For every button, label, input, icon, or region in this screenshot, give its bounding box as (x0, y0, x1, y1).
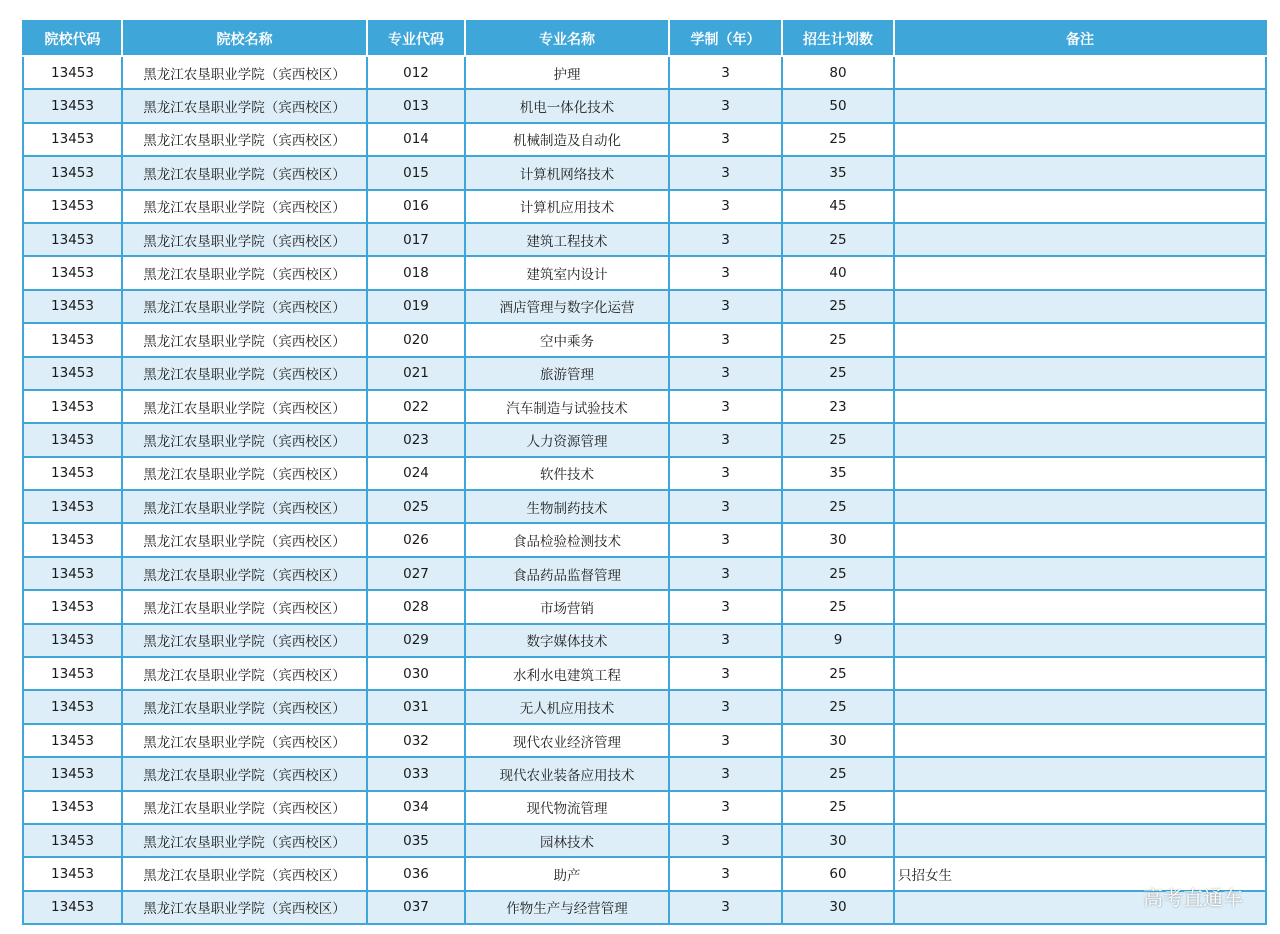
major-name-cell: 计算机网络技术 (465, 156, 669, 189)
major-name-cell: 园林技术 (465, 824, 669, 857)
plan-count-cell: 25 (782, 357, 894, 390)
school-code-cell: 13453 (23, 857, 122, 890)
major-name-cell: 机电一体化技术 (465, 89, 669, 122)
school-name-cell: 黑龙江农垦职业学院（宾西校区） (122, 724, 367, 757)
school-code-cell: 13453 (23, 290, 122, 323)
school-code-cell: 13453 (23, 490, 122, 523)
table-row (23, 624, 1266, 657)
duration-cell: 3 (669, 223, 782, 256)
major-name-cell: 现代农业经济管理 (465, 724, 669, 757)
school-code-cell: 13453 (23, 891, 122, 924)
duration-cell: 3 (669, 657, 782, 690)
table-row (23, 824, 1266, 857)
table-row (23, 56, 1266, 89)
remarks-cell (894, 457, 1266, 490)
plan-count-cell: 25 (782, 223, 894, 256)
duration-cell: 3 (669, 857, 782, 890)
major-code-cell: 012 (367, 56, 465, 89)
remarks-cell (894, 123, 1266, 156)
table-row (23, 256, 1266, 289)
duration-cell: 3 (669, 824, 782, 857)
school-name-cell: 黑龙江农垦职业学院（宾西校区） (122, 357, 367, 390)
school-code-cell: 13453 (23, 89, 122, 122)
table-row (23, 590, 1266, 623)
plan-count-cell: 30 (782, 891, 894, 924)
major-name-cell: 软件技术 (465, 457, 669, 490)
major-code-cell: 037 (367, 891, 465, 924)
plan-count-cell: 25 (782, 490, 894, 523)
major-name-cell: 建筑工程技术 (465, 223, 669, 256)
major-name-cell: 食品药品监督管理 (465, 557, 669, 590)
school-code-cell: 13453 (23, 757, 122, 790)
remarks-cell (894, 223, 1266, 256)
major-code-cell: 013 (367, 89, 465, 122)
duration-cell: 3 (669, 724, 782, 757)
school-name-cell: 黑龙江农垦职业学院（宾西校区） (122, 690, 367, 723)
plan-count-cell: 25 (782, 791, 894, 824)
remarks-cell (894, 423, 1266, 456)
table-row (23, 457, 1266, 490)
table-row (23, 156, 1266, 189)
school-code-cell: 13453 (23, 824, 122, 857)
table-row (23, 690, 1266, 723)
table-body (23, 56, 1266, 924)
header-row (23, 21, 1266, 56)
remarks-cell (894, 624, 1266, 657)
header-duration: 学制（年） (669, 21, 782, 56)
plan-count-cell: 30 (782, 523, 894, 556)
table-row (23, 657, 1266, 690)
table-row (23, 490, 1266, 523)
school-name-cell: 黑龙江农垦职业学院（宾西校区） (122, 323, 367, 356)
remarks-cell (894, 256, 1266, 289)
duration-cell: 3 (669, 123, 782, 156)
school-code-cell: 13453 (23, 791, 122, 824)
school-code-cell: 13453 (23, 590, 122, 623)
duration-cell: 3 (669, 190, 782, 223)
school-code-cell: 13453 (23, 657, 122, 690)
plan-count-cell: 30 (782, 724, 894, 757)
plan-count-cell: 45 (782, 190, 894, 223)
plan-count-cell: 50 (782, 89, 894, 122)
table-row (23, 290, 1266, 323)
major-code-cell: 035 (367, 824, 465, 857)
plan-count-cell: 25 (782, 123, 894, 156)
major-name-cell: 生物制药技术 (465, 490, 669, 523)
major-code-cell: 020 (367, 323, 465, 356)
major-code-cell: 031 (367, 690, 465, 723)
table-row (23, 223, 1266, 256)
table-row (23, 523, 1266, 556)
school-code-cell: 13453 (23, 523, 122, 556)
header-school-code: 院校代码 (23, 21, 122, 56)
table-row (23, 891, 1266, 924)
plan-count-cell: 25 (782, 590, 894, 623)
school-name-cell: 黑龙江农垦职业学院（宾西校区） (122, 56, 367, 89)
duration-cell: 3 (669, 457, 782, 490)
duration-cell: 3 (669, 891, 782, 924)
remarks-cell (894, 724, 1266, 757)
remarks-cell (894, 657, 1266, 690)
major-code-cell: 021 (367, 357, 465, 390)
major-name-cell: 旅游管理 (465, 357, 669, 390)
school-name-cell: 黑龙江农垦职业学院（宾西校区） (122, 557, 367, 590)
duration-cell: 3 (669, 357, 782, 390)
header-school-name: 院校名称 (122, 21, 367, 56)
school-code-cell: 13453 (23, 223, 122, 256)
table-row (23, 323, 1266, 356)
table-row (23, 123, 1266, 156)
major-code-cell: 023 (367, 423, 465, 456)
table-header (23, 21, 1266, 56)
remarks-cell (894, 290, 1266, 323)
major-name-cell: 建筑室内设计 (465, 256, 669, 289)
remarks-cell (894, 357, 1266, 390)
duration-cell: 3 (669, 390, 782, 423)
plan-count-cell: 25 (782, 690, 894, 723)
table-row (23, 390, 1266, 423)
table-row (23, 423, 1266, 456)
duration-cell: 3 (669, 423, 782, 456)
major-name-cell: 汽车制造与试验技术 (465, 390, 669, 423)
remarks-cell (894, 757, 1266, 790)
plan-count-cell: 23 (782, 390, 894, 423)
major-name-cell: 机械制造及自动化 (465, 123, 669, 156)
duration-cell: 3 (669, 690, 782, 723)
school-name-cell: 黑龙江农垦职业学院（宾西校区） (122, 290, 367, 323)
school-name-cell: 黑龙江农垦职业学院（宾西校区） (122, 624, 367, 657)
table-row (23, 757, 1266, 790)
major-name-cell: 市场营销 (465, 590, 669, 623)
plan-count-cell: 30 (782, 824, 894, 857)
major-name-cell: 计算机应用技术 (465, 190, 669, 223)
major-name-cell: 作物生产与经营管理 (465, 891, 669, 924)
plan-count-cell: 9 (782, 624, 894, 657)
school-name-cell: 黑龙江农垦职业学院（宾西校区） (122, 523, 367, 556)
major-code-cell: 016 (367, 190, 465, 223)
school-code-cell: 13453 (23, 256, 122, 289)
major-name-cell: 酒店管理与数字化运营 (465, 290, 669, 323)
enrollment-plan-table (22, 20, 1267, 925)
duration-cell: 3 (669, 323, 782, 356)
watermark-text: 高考直通车 (1143, 886, 1243, 910)
remarks-cell (894, 490, 1266, 523)
plan-count-cell: 40 (782, 256, 894, 289)
plan-count-cell: 25 (782, 557, 894, 590)
major-code-cell: 036 (367, 857, 465, 890)
school-code-cell: 13453 (23, 190, 122, 223)
header-remarks: 备注 (894, 21, 1266, 56)
school-name-cell: 黑龙江农垦职业学院（宾西校区） (122, 390, 367, 423)
major-name-cell: 水利水电建筑工程 (465, 657, 669, 690)
major-name-cell: 数字媒体技术 (465, 624, 669, 657)
table-row (23, 557, 1266, 590)
duration-cell: 3 (669, 557, 782, 590)
duration-cell: 3 (669, 624, 782, 657)
school-code-cell: 13453 (23, 390, 122, 423)
school-name-cell: 黑龙江农垦职业学院（宾西校区） (122, 190, 367, 223)
plan-count-cell: 25 (782, 323, 894, 356)
major-code-cell: 029 (367, 624, 465, 657)
remarks-cell (894, 190, 1266, 223)
duration-cell: 3 (669, 156, 782, 189)
school-code-cell: 13453 (23, 323, 122, 356)
major-code-cell: 025 (367, 490, 465, 523)
plan-count-cell: 60 (782, 857, 894, 890)
school-name-cell: 黑龙江农垦职业学院（宾西校区） (122, 824, 367, 857)
remarks-cell (894, 590, 1266, 623)
plan-count-cell: 25 (782, 290, 894, 323)
major-code-cell: 019 (367, 290, 465, 323)
header-major-name: 专业名称 (465, 21, 669, 56)
plan-count-cell: 35 (782, 156, 894, 189)
school-code-cell: 13453 (23, 690, 122, 723)
major-code-cell: 032 (367, 724, 465, 757)
school-code-cell: 13453 (23, 557, 122, 590)
major-name-cell: 空中乘务 (465, 323, 669, 356)
major-code-cell: 030 (367, 657, 465, 690)
major-name-cell: 现代农业装备应用技术 (465, 757, 669, 790)
table-row (23, 724, 1266, 757)
major-code-cell: 026 (367, 523, 465, 556)
duration-cell: 3 (669, 757, 782, 790)
school-name-cell: 黑龙江农垦职业学院（宾西校区） (122, 256, 367, 289)
major-code-cell: 028 (367, 590, 465, 623)
school-name-cell: 黑龙江农垦职业学院（宾西校区） (122, 156, 367, 189)
duration-cell: 3 (669, 490, 782, 523)
major-code-cell: 033 (367, 757, 465, 790)
table-row (23, 89, 1266, 122)
header-major-code: 专业代码 (367, 21, 465, 56)
major-name-cell: 助产 (465, 857, 669, 890)
major-code-cell: 015 (367, 156, 465, 189)
remarks-cell (894, 557, 1266, 590)
school-code-cell: 13453 (23, 357, 122, 390)
major-code-cell: 022 (367, 390, 465, 423)
table-row (23, 190, 1266, 223)
major-code-cell: 018 (367, 256, 465, 289)
duration-cell: 3 (669, 791, 782, 824)
remarks-cell (894, 690, 1266, 723)
duration-cell: 3 (669, 290, 782, 323)
school-name-cell: 黑龙江农垦职业学院（宾西校区） (122, 791, 367, 824)
duration-cell: 3 (669, 523, 782, 556)
school-code-cell: 13453 (23, 123, 122, 156)
school-name-cell: 黑龙江农垦职业学院（宾西校区） (122, 657, 367, 690)
plan-count-cell: 25 (782, 757, 894, 790)
school-name-cell: 黑龙江农垦职业学院（宾西校区） (122, 457, 367, 490)
school-name-cell: 黑龙江农垦职业学院（宾西校区） (122, 757, 367, 790)
school-name-cell: 黑龙江农垦职业学院（宾西校区） (122, 123, 367, 156)
major-code-cell: 027 (367, 557, 465, 590)
remarks-cell (894, 323, 1266, 356)
school-code-cell: 13453 (23, 457, 122, 490)
remarks-cell (894, 156, 1266, 189)
remarks-cell (894, 56, 1266, 89)
plan-count-cell: 35 (782, 457, 894, 490)
school-name-cell: 黑龙江农垦职业学院（宾西校区） (122, 857, 367, 890)
school-code-cell: 13453 (23, 56, 122, 89)
school-name-cell: 黑龙江农垦职业学院（宾西校区） (122, 223, 367, 256)
remarks-cell (894, 89, 1266, 122)
school-name-cell: 黑龙江农垦职业学院（宾西校区） (122, 89, 367, 122)
major-name-cell: 现代物流管理 (465, 791, 669, 824)
school-code-cell: 13453 (23, 724, 122, 757)
school-name-cell: 黑龙江农垦职业学院（宾西校区） (122, 891, 367, 924)
major-code-cell: 024 (367, 457, 465, 490)
school-name-cell: 黑龙江农垦职业学院（宾西校区） (122, 590, 367, 623)
major-code-cell: 034 (367, 791, 465, 824)
remarks-cell (894, 824, 1266, 857)
enrollment-plan-table-container (22, 20, 1265, 925)
school-name-cell: 黑龙江农垦职业学院（宾西校区） (122, 490, 367, 523)
major-name-cell: 护理 (465, 56, 669, 89)
table-row (23, 791, 1266, 824)
school-code-cell: 13453 (23, 156, 122, 189)
major-name-cell: 食品检验检测技术 (465, 523, 669, 556)
school-code-cell: 13453 (23, 423, 122, 456)
major-name-cell: 人力资源管理 (465, 423, 669, 456)
table-row (23, 857, 1266, 890)
remarks-cell (894, 523, 1266, 556)
remarks-cell (894, 390, 1266, 423)
duration-cell: 3 (669, 590, 782, 623)
remarks-cell (894, 791, 1266, 824)
plan-count-cell: 25 (782, 657, 894, 690)
duration-cell: 3 (669, 256, 782, 289)
school-name-cell: 黑龙江农垦职业学院（宾西校区） (122, 423, 367, 456)
duration-cell: 3 (669, 56, 782, 89)
school-code-cell: 13453 (23, 624, 122, 657)
remarks-cell: 只招女生 (894, 857, 1266, 890)
major-code-cell: 014 (367, 123, 465, 156)
plan-count-cell: 25 (782, 423, 894, 456)
table-row (23, 357, 1266, 390)
duration-cell: 3 (669, 89, 782, 122)
plan-count-cell: 80 (782, 56, 894, 89)
header-plan-count: 招生计划数 (782, 21, 894, 56)
major-name-cell: 无人机应用技术 (465, 690, 669, 723)
major-code-cell: 017 (367, 223, 465, 256)
